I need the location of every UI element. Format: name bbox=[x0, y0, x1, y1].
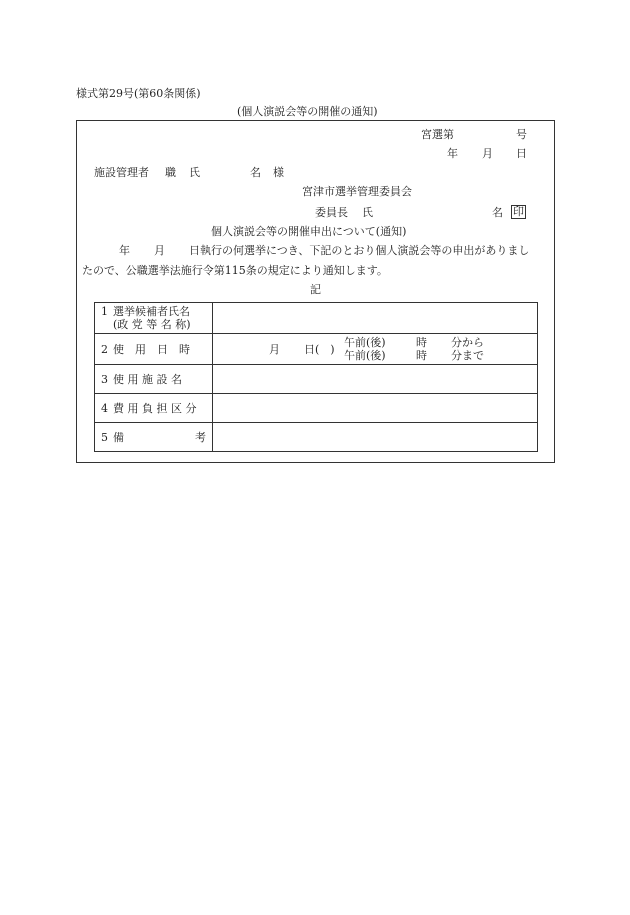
datetime-month: 月 bbox=[269, 343, 280, 356]
official-seal-mark bbox=[511, 205, 526, 219]
row-number: 4 bbox=[101, 401, 108, 415]
document-number-prefix: 宮選第 bbox=[421, 128, 454, 141]
row-number: 1 bbox=[101, 305, 108, 318]
document-number-suffix: 号 bbox=[516, 128, 527, 141]
row-number: 5 bbox=[101, 430, 108, 444]
candidate-name-field[interactable] bbox=[213, 303, 538, 334]
row-number: 3 bbox=[101, 372, 108, 386]
recipient-role: 職 bbox=[165, 166, 176, 179]
start-hour: 時 bbox=[416, 336, 427, 349]
usage-datetime-field[interactable] bbox=[213, 334, 538, 365]
row-label-cost bbox=[95, 394, 213, 423]
recipient-shi: 氏 bbox=[189, 166, 200, 179]
body-month: 月 bbox=[154, 244, 165, 257]
document-subtitle: (個人演説会等の開催の通知) bbox=[237, 105, 378, 118]
row-label-remarks bbox=[95, 423, 213, 452]
end-ampm: 午前(後) bbox=[344, 349, 386, 362]
table-row bbox=[95, 303, 538, 334]
date-year: 年 bbox=[447, 147, 458, 160]
date-day: 日 bbox=[516, 147, 527, 160]
remarks-label-part-2: 考 bbox=[195, 431, 206, 444]
details-table bbox=[94, 302, 538, 452]
candidate-name-label: 選挙候補者氏名 bbox=[113, 305, 190, 318]
end-minute: 分まで bbox=[451, 349, 484, 362]
issuer-shi: 氏 bbox=[362, 206, 373, 219]
issuer-mei: 名 bbox=[492, 206, 503, 219]
facility-name-label: 使 用 施 設 名 bbox=[113, 372, 182, 386]
table-row bbox=[95, 365, 538, 394]
remarks-label-part-1: 備 bbox=[113, 430, 124, 444]
row-number: 2 bbox=[101, 342, 108, 356]
issuer-organization: 宮津市選挙管理委員会 bbox=[302, 185, 412, 198]
table-row bbox=[95, 423, 538, 452]
usage-datetime-label: 使 用 日 時 bbox=[113, 342, 190, 356]
party-name-label: (政 党 等 名 称) bbox=[113, 318, 191, 331]
date-month: 月 bbox=[482, 147, 493, 160]
cost-burden-field[interactable] bbox=[213, 394, 538, 423]
body-year: 年 bbox=[119, 244, 130, 257]
end-hour: 時 bbox=[416, 349, 427, 362]
start-ampm: 午前(後) bbox=[344, 336, 386, 349]
row-label-facility bbox=[95, 365, 213, 394]
datetime-day: 日( ) bbox=[304, 343, 335, 356]
form-number-label: 様式第29号(第60条関係) bbox=[76, 87, 201, 100]
seal-label: 印 bbox=[513, 205, 524, 218]
table-row bbox=[95, 394, 538, 423]
remarks-field[interactable] bbox=[213, 423, 538, 452]
row-label-candidate bbox=[95, 303, 213, 334]
ki-heading: 記 bbox=[310, 283, 321, 296]
facility-name-field[interactable] bbox=[213, 365, 538, 394]
body-line-2: たので、公職選挙法施行令第115条の規定により通知します。 bbox=[82, 264, 388, 277]
start-minute: 分から bbox=[451, 336, 484, 349]
recipient-sama: 様 bbox=[273, 166, 284, 179]
table-row bbox=[95, 334, 538, 365]
recipient-prefix: 施設管理者 bbox=[94, 166, 149, 179]
cost-burden-label: 費 用 負 担 区 分 bbox=[113, 401, 197, 415]
body-line-1: 日執行の何選挙につき、下記のとおり個人演説会等の申出がありまし bbox=[189, 244, 530, 257]
recipient-mei: 名 bbox=[250, 166, 261, 179]
notice-subject: 個人演説会等の開催申出について(通知) bbox=[211, 225, 407, 238]
row-label-datetime bbox=[95, 334, 213, 365]
issuer-title: 委員長 bbox=[315, 206, 348, 219]
